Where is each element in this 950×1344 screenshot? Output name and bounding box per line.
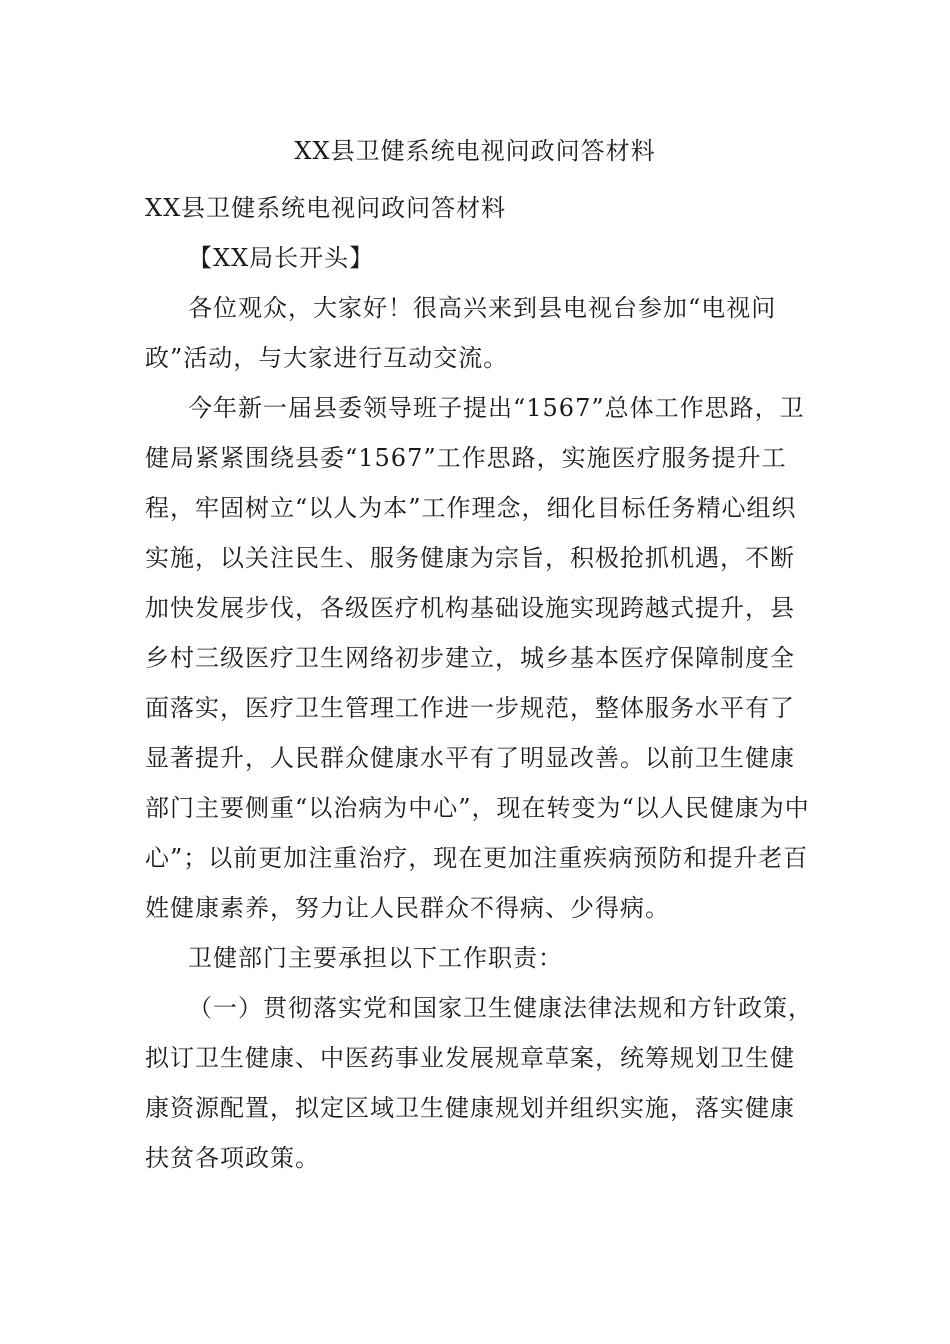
paragraph-duty-1: （一）贯彻落实党和国家卫生健康法律法规和方针政策，拟订卫生健康、中医药事业发展规章草案，统筹规划卫生健康资源配置，拟定区域卫生健康规划并组织实施，落实健康扶贫各项政策。 [145,994,813,1172]
paragraph-duties-intro: 卫健部门主要承担以下工作职责： [188,944,563,972]
paragraph-greeting: 各位观众，大家好！很高兴来到县电视台参加“电视问政”活动，与大家进行互动交流。 [145,294,777,372]
paragraph-work-overview: 今年新一届县委领导班子提出“1567”总体工作思路，卫健局紧紧围绕县委“1567”工作思路，实施医疗服务提升工程，牢固树立“以人为本”工作理念，细化目标任务精心组织实施，以关注民生、服务健康为宗旨，积极抢抓机遇，不断加快发展步伐，各级医疗机构基础设施实现跨越式提升，县乡村三级医疗卫生网络初步建立，城乡基本医疗保障制度全面落实，医疗卫生管理工作进一步规范，整体服务水平有了显著提升，人民群众健康水平有了明显改善。以前卫生健康部门主要侧重“以治病为中心”，现在转变为“以人民健康为中心”；以前更加注重治疗，现在更加注重疾病预防和提升老百姓健康素养，努力让人民群众不得病、少得病。 [145,394,810,922]
document-title: XX县卫健系统电视问政问答材料 [294,137,656,165]
section-heading: 【XX局长开头】 [188,244,375,272]
document-body [145,183,815,1183]
document-subtitle: XX县卫健系统电视问政问答材料 [145,194,507,222]
